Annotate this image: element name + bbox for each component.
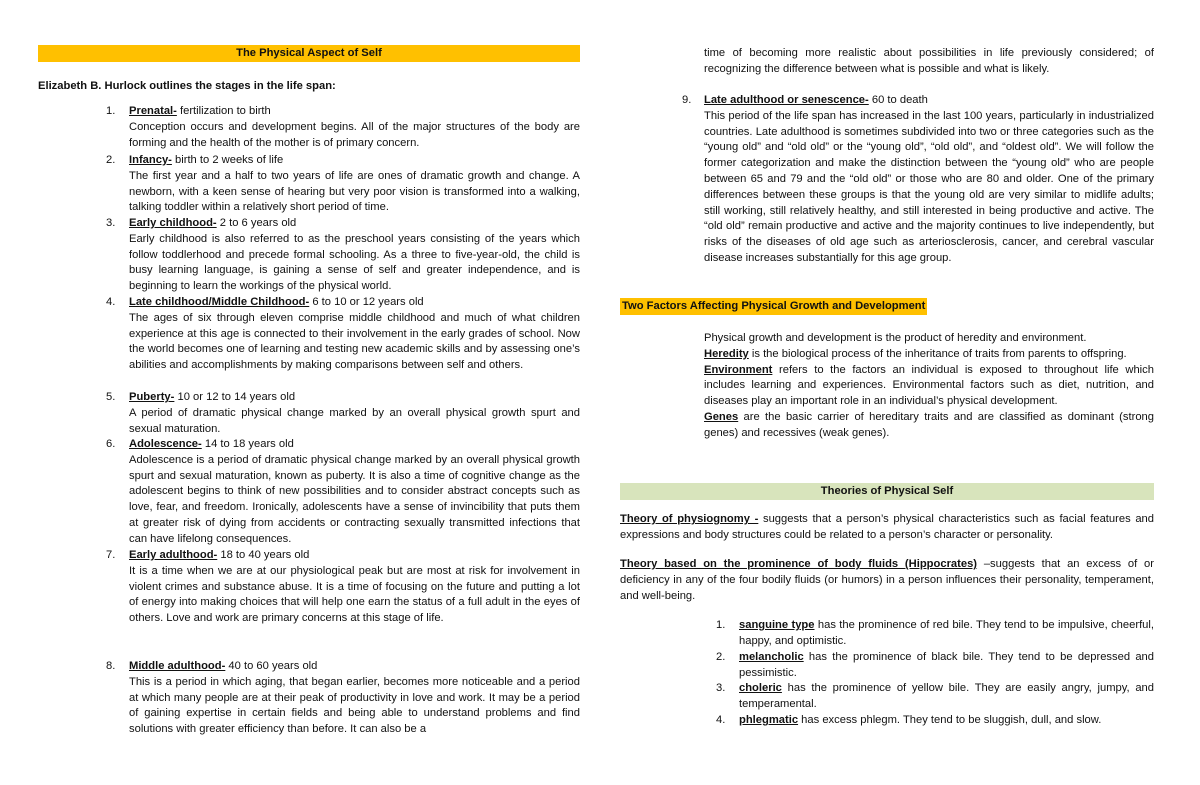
stage-item-8 <box>38 659 580 738</box>
stage-range: 6 to 10 or 12 years old <box>309 296 424 308</box>
stage-number: 7. <box>106 549 116 561</box>
humor-number: 4. <box>716 714 726 726</box>
theory-body-fluids <box>620 557 1154 604</box>
theory-term: Theory based on the prominence of body fluids (Hippocrates) <box>620 558 978 570</box>
stages-intro: Elizabeth B. Hurlock outlines the stages in the life span: <box>38 80 336 92</box>
theory-term: Theory of physiognomy - <box>620 513 759 525</box>
humor-description: has the prominence of yellow bile. They are easily angry, jumpy, and temperamental. <box>739 682 1154 710</box>
stage-description: Early childhood is also referred to as the preschool years consisting of the years which follow toddlerhood and precede formal schooling. As a three to five-year-old, the child is busy learning language, is gaining a sense of self and greater independence, and is beginning to learn the workings of the physical world. <box>129 232 580 293</box>
right-column <box>620 0 1154 785</box>
stage-description: This is a period in which aging, that began earlier, becomes more noticeable and a period at which many people are at their peak of productivity in love and work. It may be a period of gaining expertise in certain fields and being able to understand problems and find solutions with greater efficiency than before. It can also be a <box>129 675 580 736</box>
factors-block <box>704 331 1154 442</box>
humor-item-4 <box>620 713 1154 729</box>
humor-term: sanguine type <box>739 619 815 631</box>
factor-genes <box>704 410 1154 442</box>
humor-description: has the prominence of red bile. They tend to be impulsive, cheerful, happy, and optimistic. <box>739 619 1154 647</box>
stage-term: Puberty- <box>129 391 175 403</box>
factor-term: Genes <box>704 410 739 423</box>
stage-range: 60 to death <box>868 94 928 106</box>
stage-term: Prenatal- <box>129 105 177 117</box>
factor-term: Heredity <box>704 347 749 360</box>
stage-item-7 <box>38 548 580 627</box>
factor-description: are the basic carrier of hereditary traits and are classified as dominant (strong genes) and recessives (weak genes). <box>704 410 1154 439</box>
factor-environment <box>704 363 1154 410</box>
humor-term: choleric <box>739 682 782 694</box>
theories-heading: Theories of Physical Self <box>620 483 1154 500</box>
humor-description: has the prominence of black bile. They tend to be depressed and pessimistic. <box>739 651 1154 679</box>
stage-item-4 <box>38 295 580 374</box>
humor-item-2 <box>620 650 1154 682</box>
stage-term: Adolescence- <box>129 438 202 450</box>
humor-item-3 <box>620 681 1154 713</box>
humor-number: 3. <box>716 682 726 694</box>
humor-number: 1. <box>716 619 726 631</box>
stage-number: 5. <box>106 391 116 403</box>
humor-description: has excess phlegm. They tend to be sluggish, dull, and slow. <box>798 714 1102 726</box>
stage-item-9 <box>620 93 1154 267</box>
stage-item-6 <box>38 437 580 548</box>
stage-item-3 <box>38 216 580 295</box>
stage-number: 1. <box>106 105 116 117</box>
stage-item-1 <box>38 104 580 151</box>
stage-description: Adolescence is a period of dramatic physical change marked by an overall physical growth spurt and sexual maturation, known as puberty. It is also a time of cognitive change as the adolescent begins to think of new possibilities and to consider abstract concepts such as love, fear, and freedom. Ironically, adolescents have a sense of invincibility that puts them at greater risk of dying from accidents or contracting sexually transmitted infections that can have lifelong consequences. <box>129 453 580 545</box>
humor-term: phlegmatic <box>739 714 799 726</box>
stage-range: 40 to 60 years old <box>225 660 318 672</box>
stage-item-2 <box>38 153 580 216</box>
theory-description: suggests that a person’s physical characteristics such as facial features and expressions and body structures could be related to a person’s character or personality. <box>620 513 1154 541</box>
stage-number: 6. <box>106 438 116 450</box>
stage-term: Middle adulthood- <box>129 660 226 672</box>
stage-range: birth to 2 weeks of life <box>171 154 284 166</box>
stage-term: Late childhood/Middle Childhood- <box>129 296 310 308</box>
stage-term: Early adulthood- <box>129 549 218 561</box>
humor-term: melancholic <box>739 651 804 663</box>
stage-term: Infancy- <box>129 154 172 166</box>
stage-description: It is a time when we are at our physiological peak but are most at risk for involvement in violent crimes and substance abuse. It is a time of focusing on the future and putting a lot of energy into making choices that will help one earn the status of a full adult in the eyes of others. Love and work are primary concerns at this stage of life. <box>129 564 580 625</box>
stage-description: A period of dramatic physical change marked by an overall physical growth spurt and sexual maturation. <box>129 406 580 435</box>
stage-number: 9. <box>682 94 692 106</box>
stage-item-5 <box>38 390 580 437</box>
stage-term: Late adulthood or senescence- <box>704 94 869 106</box>
humor-number: 2. <box>716 651 726 663</box>
factors-heading: Two Factors Affecting Physical Growth and Development <box>620 298 927 315</box>
stage-description: The first year and a half to two years of life are ones of dramatic growth and change. A newborn, with a keen sense of hearing but very poor vision is transformed into a walking, talking toddler within a relatively short period of time. <box>129 169 580 214</box>
theory-description: –suggests that an excess of or deficiency in any of the four bodily fluids (or humors) in a person influences their personality, temperament, and well-being. <box>620 558 1154 602</box>
stage-description: This period of the life span has increased in the last 100 years, particularly in industrialized countries. Late adulthood is sometimes subdivided into two or three categories such as the “young old” and “old old” or the “young old”, “old old”, and “oldest old”. We will follow the former categorization and make the distinction between the “young old” who are people between 65 and 79 and the “old old” or those who are 80 and older. One of the primary differences between these groups is that the young old are very similar to midlife adults; still working, still relatively healthy, and still interested in being productive and active. The “old old” remain productive and active and the majority continues to live independently, but risks of the diseases of old age such as arteriosclerosis, cancer, and cerebral vascular disease increases substantially for this age group. <box>704 109 1154 264</box>
stage-number: 2. <box>106 154 116 166</box>
stage-range: 18 to 40 years old <box>217 549 310 561</box>
factors-intro: Physical growth and development is the product of heredity and environment. <box>704 332 1087 344</box>
stage-number: 4. <box>106 296 116 308</box>
humor-item-1 <box>620 618 1154 650</box>
stage-number: 8. <box>106 660 116 672</box>
stage-description: Conception occurs and development begins. All of the major structures of the body are forming and the health of the mother is of primary concern. <box>129 120 580 149</box>
factor-term: Environment <box>704 363 773 376</box>
stage-description: The ages of six through eleven comprise middle childhood and much of what children experience at this age is connected to their involvement in the early grades of school. Now the world becomes one of learning and testing new academic skills and by assessing one’s abilities and accomplishments by making comparisons between self and others. <box>129 311 580 372</box>
stage-range: 2 to 6 years old <box>216 217 297 229</box>
stage-number: 3. <box>106 217 116 229</box>
factor-description: refers to the factors an individual is exposed to throughout life which includes learning and experiences. Environmental factors such as diet, nutrition, and diseases play an important role in an individual’s physical development. <box>704 363 1154 408</box>
stage-term: Early childhood- <box>129 217 217 229</box>
theory-physiognomy <box>620 512 1154 544</box>
page-title-banner: The Physical Aspect of Self <box>38 45 580 62</box>
stage-range: 10 or 12 to 14 years old <box>174 391 296 403</box>
stage-range: 14 to 18 years old <box>201 438 294 450</box>
factor-heredity <box>704 347 1154 363</box>
stage-8-continuation: time of becoming more realistic about possibilities in life previously considered; of recognizing the difference between what is possible and what is likely. <box>704 47 1154 75</box>
factor-description: is the biological process of the inheritance of traits from parents to offspring. <box>748 347 1127 360</box>
stage-range: fertilization to birth <box>176 105 271 117</box>
left-column <box>38 0 580 785</box>
